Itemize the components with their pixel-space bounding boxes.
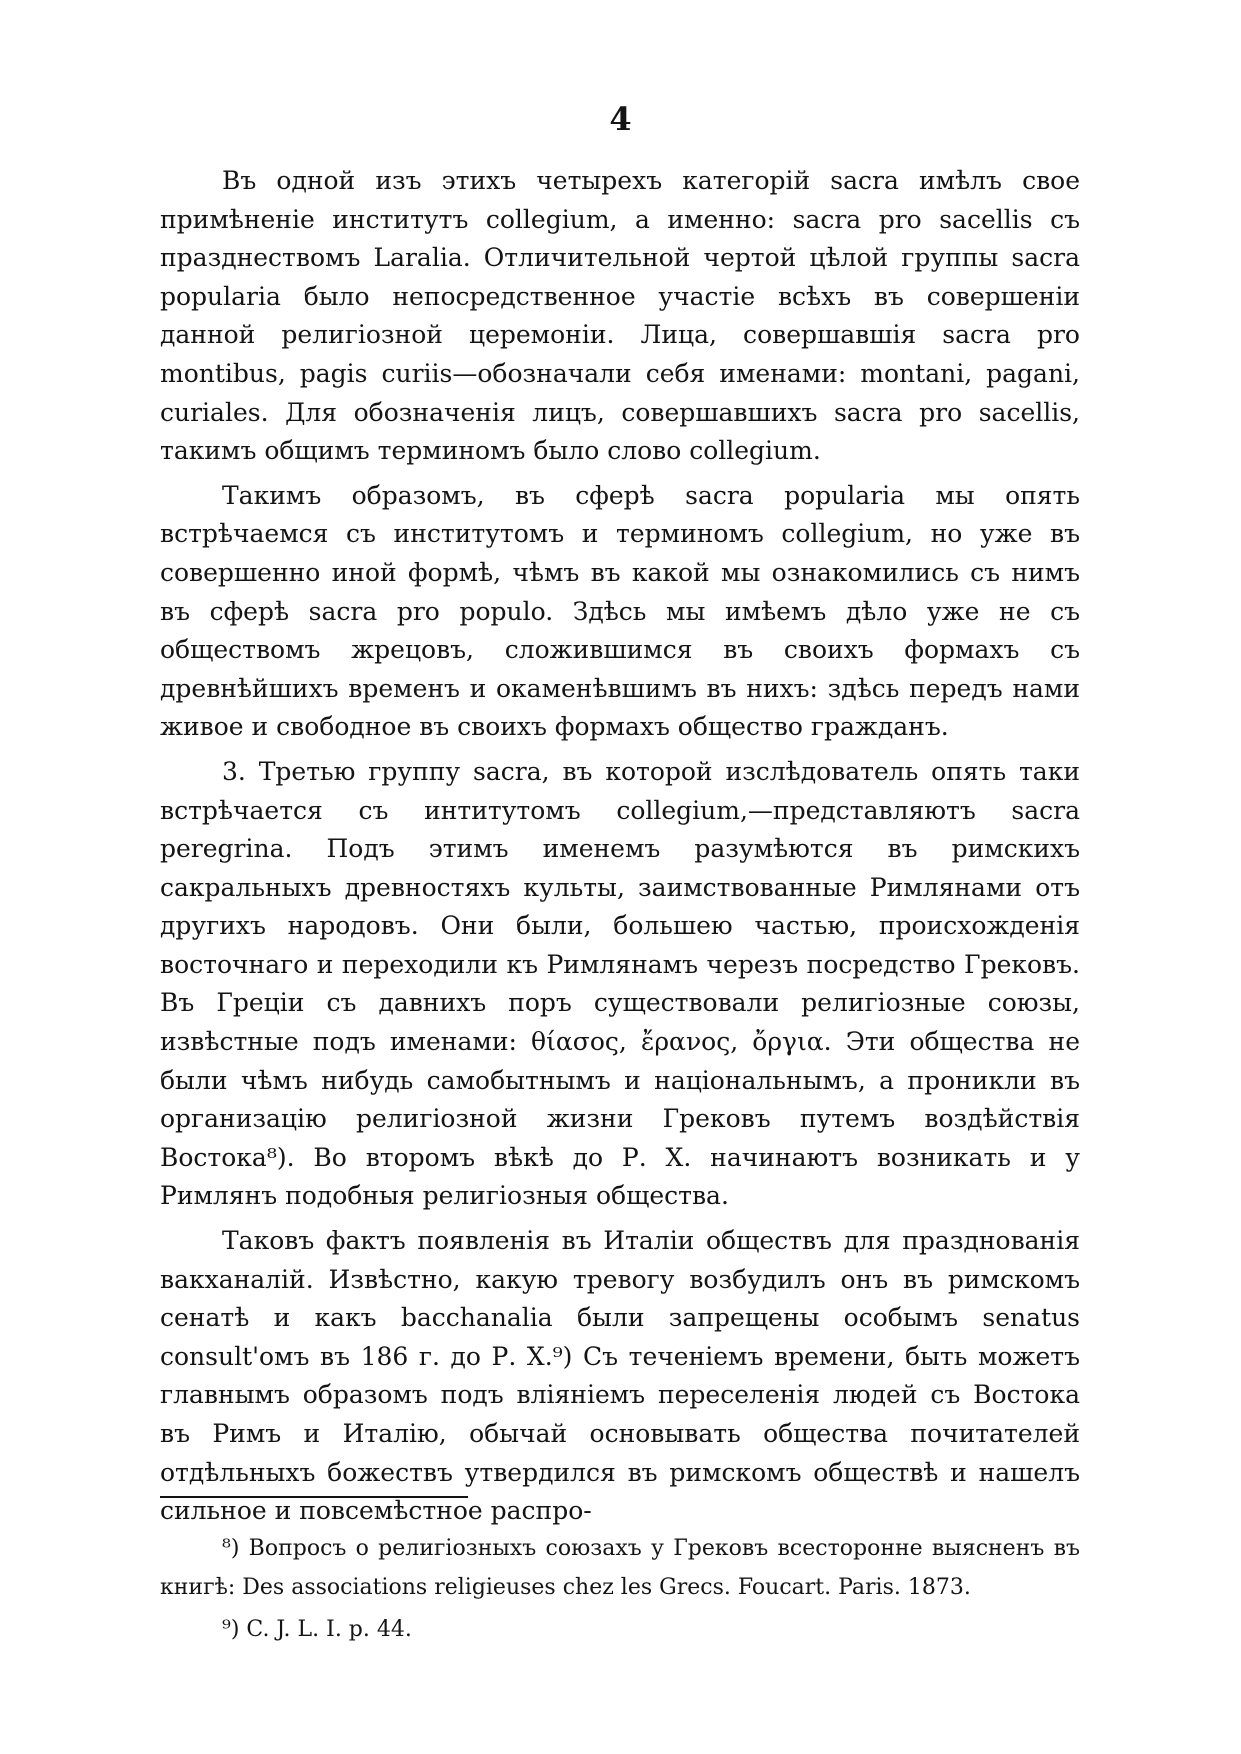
paragraph: 3. Третью группу sacra, въ которой изслѣдователь опять таки встрѣчается съ интитутомъ collegium,—представляютъ sacra peregrina. Подъ этимъ именемъ разумѣются въ римскихъ сакральныхъ древностяхъ культы, заимствованные Римлянами отъ другихъ народовъ. Они были, большею частью, происхожденія восточнаго и переходили къ Римлянамъ черезъ посредство Грековъ. Въ Греціи съ давнихъ поръ существовали религіозные союзы, извѣстные подъ именами: θίασος, ἔρανος, ὄργια. Эти общества не были чѣмъ нибудь самобытнымъ и національнымъ, а проникли въ организацію религіозной жизни Грековъ путемъ воздѣйствія Востока⁸). Во второмъ вѣкѣ до Р. Х. начинаютъ возникать и у Римлянъ подобныя религіозныя общества. bbox=[160, 756, 1080, 1211]
body-text bbox=[160, 162, 1080, 1531]
footnotes bbox=[160, 1530, 1080, 1650]
paragraph: Таковъ фактъ появленія въ Италіи обществъ для празднованія вакханалій. Извѣстно, какую тревогу возбудилъ онъ въ римскомъ сенатѣ и какъ bacchanalia были запрещены особымъ senatus consult'омъ въ 186 г. до Р. Х.⁹) Съ теченіемъ времени, быть можетъ главнымъ образомъ подъ вліяніемъ переселенія людей съ Востока въ Римъ и Италію, обычай основывать общества почитателей отдѣльныхъ божествъ утвердился въ римскомъ обществѣ и нашелъ сильное и повсемѣстное распро- bbox=[160, 1226, 1080, 1526]
footnote: ⁹) C. J. L. I. p. 44. bbox=[222, 1617, 412, 1643]
footnote: ⁸) Вопросъ о религіозныхъ союзахъ у Грековъ всесторонне выясненъ въ книгѣ: Des associations religieuses chez les Grecs. Foucart. Paris. 1873. bbox=[160, 1536, 1080, 1600]
paragraph: Въ одной изъ этихъ четырехъ категорій sacra имѣлъ свое примѣненіе институтъ collegium, а именно: sacra pro sacellis съ празднествомъ Laralia. Отличительной чертой цѣлой группы sacra popularia было непосредственное участіе всѣхъ въ совершеніи данной религіозной церемоніи. Лица, совершавшія sacra pro montibus, pagis curiis—обозначали себя именами: montani, pagani, curiales. Для обозначенія лицъ, совершавшихъ sacra pro sacellis, такимъ общимъ терминомъ было слово collegium. bbox=[160, 166, 1080, 466]
page-number: 4 bbox=[609, 100, 632, 138]
footnote-divider bbox=[160, 1496, 468, 1498]
paragraph: Такимъ образомъ, въ сферѣ sacra popularia мы опять встрѣчаемся съ институтомъ и терминомъ collegium, но уже въ совершенно иной формѣ, чѣмъ въ какой мы ознакомились съ нимъ въ сферѣ sacra pro populo. Здѣсь мы имѣемъ дѣло уже не съ обществомъ жрецовъ, сложившимся въ своихъ формахъ съ древнѣйшихъ временъ и окаменѣвшимъ въ нихъ: здѣсь передъ нами живое и свободное въ своихъ формахъ общество гражданъ. bbox=[160, 480, 1080, 742]
